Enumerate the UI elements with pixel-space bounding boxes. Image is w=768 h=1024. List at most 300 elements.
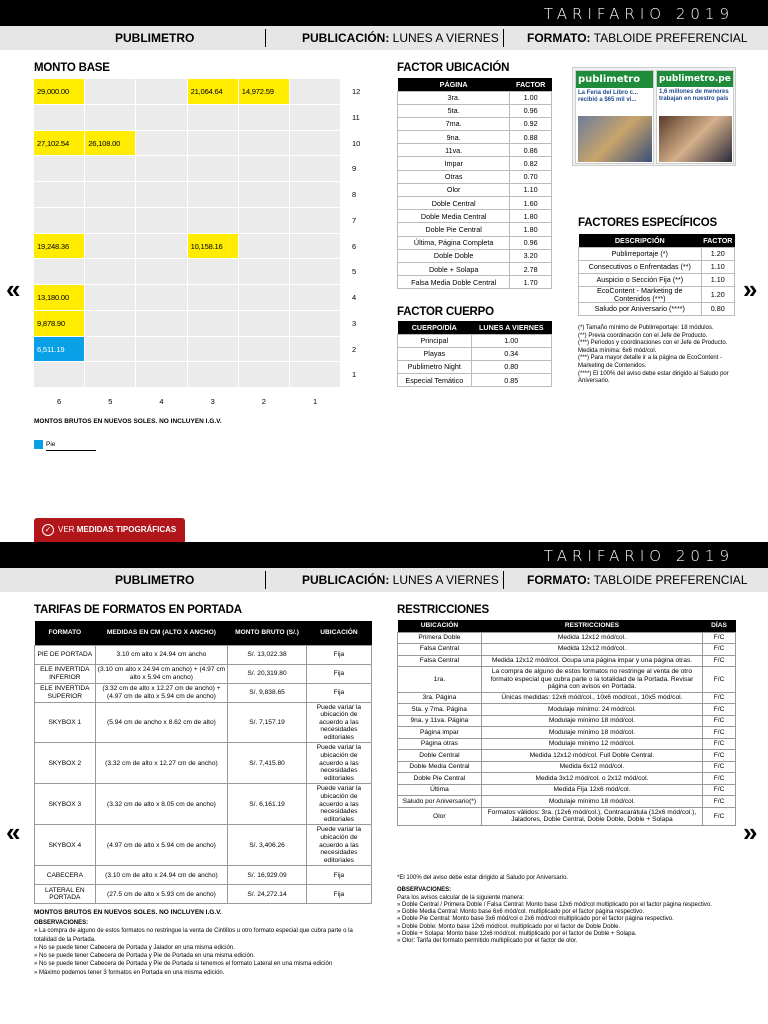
table-header [398,620,736,632]
table-cell: Falsa Media Doble Central [398,276,510,289]
col-label: 4 [159,397,164,406]
format-info: FORMATO: TABLOIDE PREFERENCIAL [527,573,748,587]
table-cell: Playas [398,347,472,360]
table-cell: 0.80 [471,360,551,373]
column-header: MONTO BRUTO (S/.) [228,621,307,645]
top-banner-2 [0,542,768,568]
portada-title: TARIFAS DE FORMATOS EN PORTADA [34,604,242,616]
grid-cell [136,131,186,156]
restricciones-footnote: *El 100% del aviso debe estar dirigido al Saludo por Aniversario. [397,875,569,881]
monto-base-footnote: MONTOS BRUTOS EN NUEVOS SOLES. NO INCLUYEN I.G.V. [34,418,222,425]
divider [503,571,504,589]
table-cell: S/. 3,406.26 [228,825,307,866]
table-cell: S/. 20,319.80 [228,664,307,683]
row-label: 10 [352,138,361,148]
table-cell: 1.80 [510,223,552,236]
grid-cell [85,208,135,233]
next-page-button[interactable]: » [743,817,758,847]
table-row [398,655,736,667]
table-cell: Doble + Solapa [398,262,510,275]
newspaper-covers [572,67,736,166]
column-header: FORMATO [35,621,96,645]
grid-cell [188,208,238,233]
table-cell: Consecutivos o Enfrentadas (**) [579,260,702,273]
grid-cell [136,234,186,259]
grid-cell [188,182,238,207]
table-cell: Doble Media Central [398,210,510,223]
table-row [35,825,372,866]
table-row [35,743,372,784]
grid-cell [239,208,289,233]
format-info: FORMATO: TABLOIDE PREFERENCIAL [527,31,748,45]
table-row [398,91,552,104]
table-cell: Medida 12x12 mód/col. Full Doble Central. [481,750,702,762]
table-cell: F/C [703,796,736,808]
table-cell: (27.5 cm de alto x 5.93 cm de ancho) [95,885,228,904]
table-row [398,360,552,373]
table-row [398,796,736,808]
prev-page-button[interactable]: « [6,817,21,847]
monto-base-title: MONTO BASE [34,62,110,74]
table-cell: Medida Fija 12x6 mód/col. [481,784,702,796]
table-row [35,664,372,683]
restricciones-observations [397,875,737,946]
obs-title: OBSERVACIONES: [34,920,89,926]
table-cell: 0.70 [510,170,552,183]
table-cell: 3.20 [510,249,552,262]
table-row [579,260,735,273]
grid-cell [290,79,340,104]
restricciones-title: RESTRICCIONES [397,604,489,616]
table-cell: 9na. y 11va. Página [398,715,482,727]
note-line: (****) El 100% del aviso debe estar dirigido al Saludo por Aniversario. [578,370,729,385]
table-cell: (3.32 cm de alto x 12.27 cm de ancho) [95,743,228,784]
col-label: 3 [210,397,215,406]
table-cell: 5ta. [398,104,510,117]
grid-cell [290,234,340,259]
table-cell: F/C [703,715,736,727]
obs-line: » Doble + Solapa: Monto base 12x6 mód/col. multiplicado por el factor de Doble + Solapa. [397,931,637,938]
grid-cell [239,285,289,310]
grid-cell [188,105,238,130]
table-cell: 1.80 [510,210,552,223]
table-row [35,784,372,825]
table-cell: F/C [703,727,736,739]
table-row [398,692,736,704]
grid-cell [188,311,238,336]
grid-cell [85,259,135,284]
table-cell: 0.85 [471,374,551,387]
grid-cell [188,337,238,362]
grid-cell [239,311,289,336]
table-cell: F/C [703,655,736,667]
table-cell: Modulaje mínimo 18 mód/col. [481,796,702,808]
table-header [398,78,552,91]
divider [265,571,266,589]
table-cell: 0.96 [510,104,552,117]
publication-bar [0,26,768,50]
grid-cell [239,234,289,259]
table-cell: 1.10 [701,260,734,273]
table-row [398,157,552,170]
monto-base-grid [34,79,341,388]
column-header: UBICACIÓN [306,621,371,645]
table-cell: S/. 7,157.19 [228,702,307,743]
table-row [35,683,372,702]
table-row [398,210,552,223]
row-label: 6 [352,241,357,251]
cover-logo: publimetro [576,71,653,88]
table-cell: Fija [306,683,371,702]
grid-value-cell: 19,248.36 [34,234,84,259]
obs-line: » No se puede tener Cabecera de Portada y Jalador en una misma edición. [34,944,235,951]
table-cell: F/C [703,704,736,716]
grid-cell [85,337,135,362]
table-row [398,644,736,656]
table-cell: 5ta. y 7ma. Página [398,704,482,716]
note-line: (***) Periodos y coordinaciones con el Jefe de Producto. [578,340,728,347]
table-cell: F/C [703,667,736,693]
factor-ubicacion-table [397,78,552,289]
table-cell: 7ma. [398,117,510,130]
grid-cell [85,285,135,310]
column-header: CUERPO/DÍA [398,321,472,334]
grid-cell [239,182,289,207]
obs-line: » Máximo podemos tener 3 formatos en Portada en una misma edición. [34,969,225,976]
table-row [398,374,552,387]
grid-cell [85,234,135,259]
ver-medidas-button[interactable] [34,518,185,542]
obs-line: » Doble Central / Primera Doble / Falsa Central: Monto base 12x6 mód/col multiplicado por el factor página respectivo. [397,901,712,908]
table-cell: F/C [703,692,736,704]
cover-photo [659,116,732,162]
table-cell: Puede variar la ubicación de acuerdo a las necesidades editoriales [306,825,371,866]
grid-cell [290,105,340,130]
grid-cell [188,131,238,156]
brand-label: PUBLIMETRO [115,31,195,45]
grid-cell [34,208,84,233]
table-cell: La compra de alguno de estos formatos no restringe al venta de otro formato especial que cubra parte o la totalidad de la Portada. Revisar página con avisos en Portada. [481,667,702,693]
table-cell: Medida 12x12 mód/col. [481,644,702,656]
table-cell: 9na. [398,131,510,144]
table-row [398,632,736,644]
table-row [398,144,552,157]
grid-cell [290,208,340,233]
table-cell: EcoContent - Marketing de Contenidos (***) [579,287,702,303]
table-cell: F/C [703,632,736,644]
column-header: MEDIDAS EN CM (ALTO X ANCHO) [95,621,228,645]
publication-bar-2 [0,568,768,592]
divider [503,29,504,47]
table-cell: 3ra. [398,91,510,104]
table-cell: (3.32 cm de alto x 8.05 cm de ancho) [95,784,228,825]
note-line: (***) Para mayor detalle ir a la página de EcoContent - Marketing de Contenidos. [578,355,723,369]
table-cell: Medida 12x12 mód/col. Ocupa una página impar y una página otras. [481,655,702,667]
table-row [35,866,372,885]
table-cell: Página otras [398,738,482,750]
table-cell: S/. 6,161.19 [228,784,307,825]
row-label: 12 [352,87,361,96]
grid-cell [188,285,238,310]
table-cell: 3ra. Página [398,692,482,704]
row-label: 8 [352,190,357,199]
col-label: 6 [57,397,62,406]
table-row [398,750,736,762]
grid-value-cell: 14,972.59 [239,79,289,104]
table-cell: 1.60 [510,197,552,210]
grid-cell [136,337,186,362]
grid-value-cell: 21,064.64 [188,79,238,104]
table-cell: 0.80 [701,303,734,316]
grid-cell [136,79,186,104]
column-header: LUNES A VIERNES [471,321,551,334]
obs-line: » Doble Pie Central: Monto base 3x6 mód/col o 2x6 mód/col multiplicado por el factor página respectivo. [397,916,674,923]
row-label: 7 [352,215,357,225]
table-cell: F/C [703,807,736,825]
table-cell: 0.34 [471,347,551,360]
portada-table [34,621,372,904]
note-line: (*) Tamaño mínimo de Publirreportaje: 18 módulos. [578,325,714,331]
col-label: 5 [108,397,113,406]
table-cell: (5.94 cm de ancho x 8.62 cm de alto) [95,702,228,743]
obs-line: » Olor: Tarifa del formato permitido multiplicado por el factor de olor. [397,938,578,945]
table-cell: 11va. [398,144,510,157]
table-row [398,117,552,130]
grid-cell [239,337,289,362]
grid-cell [239,362,289,387]
table-row [579,247,735,260]
grid-cell [188,362,238,387]
table-row [35,702,372,743]
portada-footnote: MONTOS BRUTOS EN NUEVOS SOLES. NO INCLUYEN I.G.V. [34,909,222,916]
column-header: DÍAS [703,620,736,632]
table-row [398,761,736,773]
legend-swatch [34,440,43,449]
table-row [398,183,552,196]
ver-label: VER [58,525,75,534]
table-row [398,715,736,727]
factores-especificos-title: FACTORES ESPECÍFICOS [578,217,717,229]
table-cell: Falsa Central [398,644,482,656]
obs-line: » Doble Doble: Monto base 12x6 mód/col. multiplicado por el factor de Doble Doble. [397,923,621,930]
table-row [398,223,552,236]
table-cell: Otras [398,170,510,183]
column-header: DESCRIPCIÓN [579,234,702,247]
table-row [398,236,552,249]
table-cell: Publirreportaje (*) [579,247,702,260]
table-cell: Puede variar la ubicación de acuerdo a las necesidades editoriales [306,784,371,825]
table-cell: 0.92 [510,117,552,130]
grid-value-cell: 6,511.19 [34,337,84,362]
table-cell: F/C [703,784,736,796]
row-label: 9 [352,164,357,174]
column-header: UBICACIÓN [398,620,482,632]
table-cell: 1.00 [510,91,552,104]
table-row [398,131,552,144]
table-row [398,773,736,785]
publication-info: PUBLICACIÓN: LUNES A VIERNES [302,573,499,587]
table-row [398,784,736,796]
grid-cell [290,311,340,336]
table-cell: 0.96 [510,236,552,249]
table-cell: Primera Doble [398,632,482,644]
grid-value-cell: 26,108.00 [85,131,135,156]
table-cell: Impar [398,157,510,170]
grid-cell [290,156,340,181]
grid-cell [239,105,289,130]
divider [265,29,266,47]
table-row [398,667,736,693]
table-row [398,347,552,360]
table-cell: F/C [703,750,736,762]
table-cell: ELE INVERTIDA SUPERIOR [35,683,96,702]
table-header [35,621,372,645]
table-cell: SKYBOX 2 [35,743,96,784]
grid-cell [290,285,340,310]
table-cell: SKYBOX 3 [35,784,96,825]
table-cell: 2.78 [510,262,552,275]
grid-cell [188,156,238,181]
grid-cell [290,182,340,207]
grid-cell [85,79,135,104]
table-cell: (4.97 cm de alto x 5.94 cm de ancho) [95,825,228,866]
obs-line: » Doble Media Central: Monto base 6x6 mód/col. multiplicado por el factor página respectivo. [397,909,645,916]
grid-value-cell: 27,102.54 [34,131,84,156]
table-cell: Doble Pie Central [398,223,510,236]
table-cell: SKYBOX 4 [35,825,96,866]
grid-cell [85,362,135,387]
grid-cell [290,362,340,387]
table-cell: Auspicio o Sección Fija (**) [579,273,702,286]
note-line: Medida mínima: 6x6 mód/col. [578,347,657,354]
factores-notes [578,325,736,386]
table-cell: Modulaje mínimo 18 mód/col. [481,727,702,739]
table-cell: 0.86 [510,144,552,157]
grid-value-cell: 29,000.00 [34,79,84,104]
table-cell: Medida 12x12 mód/col. [481,632,702,644]
grid-cell [136,259,186,284]
cover-left [575,70,654,164]
table-cell: 1.20 [701,247,734,260]
check-icon: ✓ [42,524,54,536]
table-cell: 1.10 [701,273,734,286]
table-cell: Última, Página Completa [398,236,510,249]
grid-cell [85,311,135,336]
row-label: 3 [352,318,357,328]
cover-logo: publimetro.pe [657,71,733,87]
row-label: 4 [352,293,357,302]
table-cell: Doble Media Central [398,761,482,773]
table-cell: Doble Pie Central [398,773,482,785]
table-cell: Medida 3x12 mód/col. o 2x12 mód/col. [481,773,702,785]
grid-cell [136,285,186,310]
grid-cell [34,259,84,284]
grid-cell [239,156,289,181]
cover-right [656,70,734,164]
obs-line: » No se puede tener Cabecera de Portada y Pie de Portada si tenemos el formato Lateral en una misma edición [34,961,333,968]
table-row [35,645,372,664]
row-label: 11 [352,112,360,122]
col-label: 2 [261,397,266,406]
obs-line: » La compra de alguno de estos formatos no restringue la venta de Cintillos u otro formato especial que cubra parte o la totalidad de la Portada. [34,928,353,943]
portada-observations [34,919,369,977]
table-cell: Olor [398,807,482,825]
table-cell: Saludo por Aniversario(*) [398,796,482,808]
table-row [398,197,552,210]
grid-cell [239,131,289,156]
note-line: (**) Previa coordinación con el Jefe de Producto. [578,332,708,339]
table-cell: Saludo por Aniversario (****) [579,303,702,316]
table-cell: Falsa Central [398,655,482,667]
table-cell: Fija [306,664,371,683]
grid-cell [188,259,238,284]
grid-cell [34,156,84,181]
cover-headline: La Feria del Libro c... recibió a $65 mil vi... [578,90,639,103]
publication-info: PUBLICACIÓN: LUNES A VIERNES [302,31,499,45]
table-cell: Medida 6x12 mód/col. [481,761,702,773]
prev-page-button[interactable]: « [6,274,21,304]
grid-value-cell: 13,180.00 [34,285,84,310]
table-cell: Publimetro Night [398,360,472,373]
next-page-button[interactable]: » [743,274,758,304]
table-cell: S/. 24,272.14 [228,885,307,904]
table-cell: 1.00 [471,334,551,347]
table-cell: 1ra. [398,667,482,693]
table-row [579,303,735,316]
table-cell: S/. 16,929.09 [228,866,307,885]
table-header [579,234,735,247]
grid-cell [136,105,186,130]
grid-cell [34,105,84,130]
table-cell: Puede variar la ubicación de acuerdo a las necesidades editoriales [306,743,371,784]
brand-label: PUBLIMETRO [115,573,195,587]
table-row [398,727,736,739]
table-cell: Fija [306,885,371,904]
table-cell: 1.20 [701,287,734,303]
table-cell: F/C [703,761,736,773]
table-row [579,273,735,286]
row-label: 5 [352,267,357,277]
table-header [398,321,552,334]
table-cell: Principal [398,334,472,347]
table-cell: Página impar [398,727,482,739]
table-cell: Olor [398,183,510,196]
column-header: FACTOR [510,78,552,91]
table-cell: Modulaje mínimo 12 mód/col. [481,738,702,750]
grid-cell [290,131,340,156]
table-row [398,276,552,289]
grid-cell [85,105,135,130]
grid-cell [85,156,135,181]
grid-value-cell: 10,158.16 [188,234,238,259]
table-cell: F/C [703,773,736,785]
table-row [579,287,735,303]
factor-cuerpo-title: FACTOR CUERPO [397,306,494,318]
legend-label: Pie [46,441,96,451]
table-cell: Doble Central [398,750,482,762]
tarifario-title: TARIFARIO 2019 [543,547,734,565]
table-cell: PIE DE PORTADA [35,645,96,664]
grid-cell [136,311,186,336]
table-cell: (3.10 cm alto x 24.94 cm ancho) + (4.97 cm alto x 5.94 cm ancho) [95,664,228,683]
col-label: 1 [313,397,318,406]
grid-cell [290,337,340,362]
tarifario-title: TARIFARIO 2019 [543,5,734,23]
row-label: 1 [352,370,357,380]
cover-headline: 1,6 millones de menores trabajan en nuestro país [659,89,729,102]
table-cell: Última [398,784,482,796]
factor-cuerpo-table [397,321,552,387]
